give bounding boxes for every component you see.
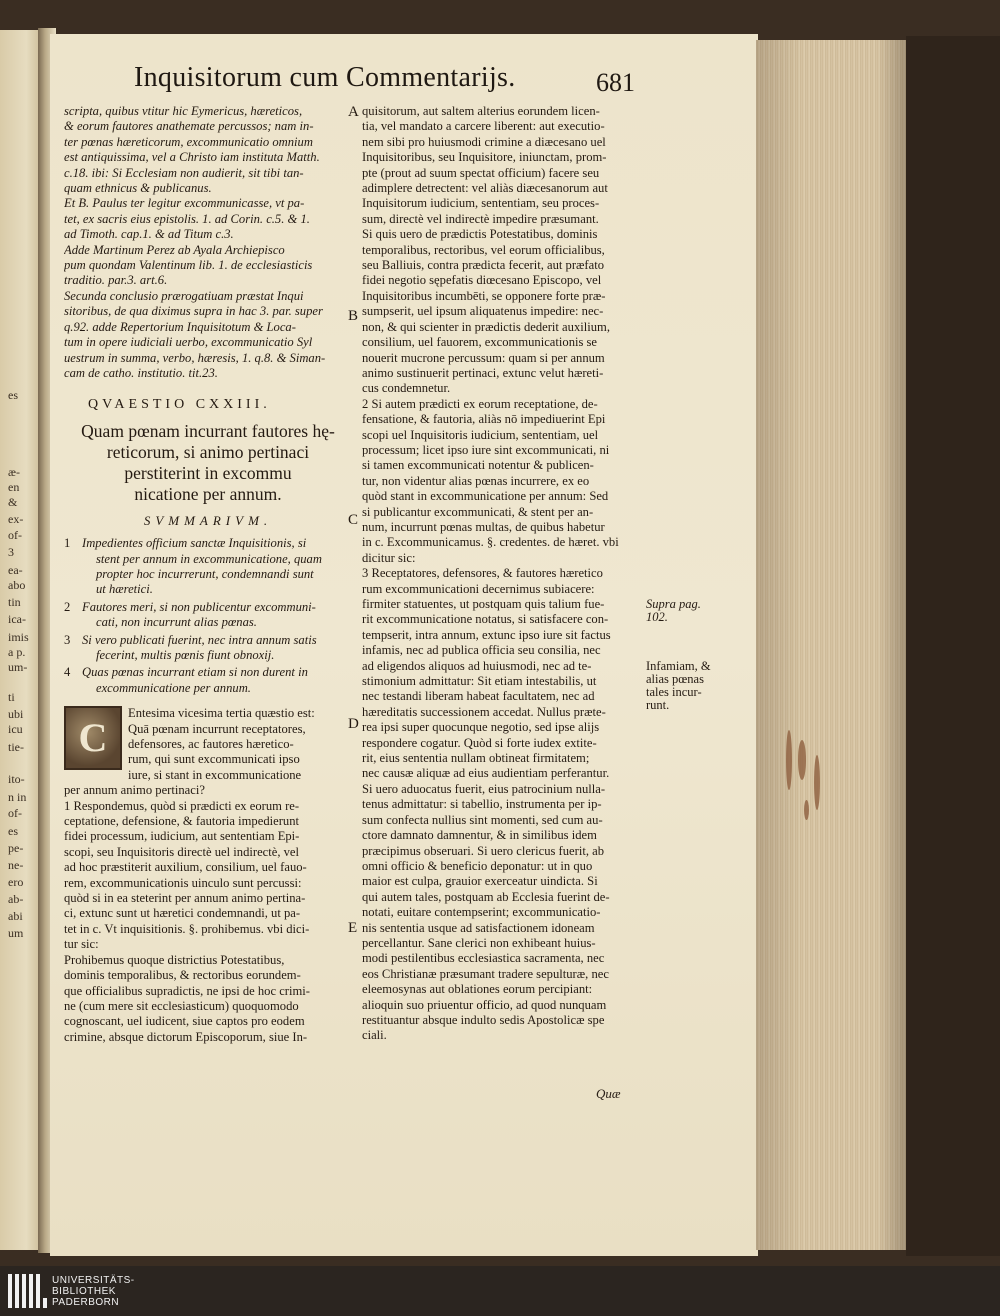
facing-page-fragment: es [8, 388, 18, 402]
text-line: Quā pœnam incurrunt receptatores, [128, 721, 306, 736]
text-line: dominis temporalibus, & rectoribus eorundem- [64, 968, 301, 983]
text-line: nec causæ aliquæ ad eius audientiam perferantur. [362, 766, 610, 781]
library-name-line: UNIVERSITÄTS- [52, 1275, 135, 1286]
page-fore-edge [756, 40, 908, 1250]
text-line: alioquin suo priuentur officio, ad quod nunquam [362, 997, 607, 1012]
text-line: nec testandi liberam habeat facultatem, nec ad [362, 689, 595, 704]
text-line: fidei processum, iudicium, aut sententiam Epi- [64, 829, 300, 844]
summary-item-line: excommunicatione per annum. [96, 680, 251, 695]
library-logo-icon [8, 1274, 47, 1308]
facing-page-fragment: es [8, 824, 18, 838]
text-line: Prohibemus quoque districtius Potestatibus, [64, 952, 285, 967]
text-line: pte (prout ad suum spectat officium) facere seu [362, 165, 600, 180]
right-column [362, 104, 646, 1044]
margin-note-supra [646, 598, 701, 624]
text-line: non, & qui scienter in prædictis dederit auxilium, [362, 319, 610, 334]
facing-page-fragment: ea- [8, 563, 23, 577]
text-line: præcipimus obseruari. Si uero clericus fuerit, ab [362, 843, 605, 858]
summary-item-line: Impedientes officium sanctæ Inquisitionis, si [82, 536, 307, 551]
text-line: rit, eius sententia nullam obtineat firmitatem; [362, 751, 590, 766]
summary-item-line: cati, non incurrunt alias pœnas. [96, 615, 257, 630]
facing-page-fragment: um- [8, 660, 28, 674]
text-line: c.18. ibi: Si Ecclesiam non audierit, sit tibi tan- [64, 165, 304, 180]
text-line: tur, non videntur alias pœnas incurrere, ex eo [362, 473, 590, 488]
question-title [64, 421, 352, 505]
text-line: adimplere detrectent: vel aliàs diæcesanorum aut [362, 181, 608, 196]
summary-heading: SVMMARIVM. [143, 512, 273, 528]
facing-page-fragment: of- [8, 528, 22, 542]
facing-page-fragment: ero [8, 875, 24, 889]
text-line: infamis, nec ad publica officia seu consilia, nec [362, 643, 601, 658]
text-line: ctore damnato damnentur, & in similibus idem [362, 828, 597, 843]
text-line: uestrum in summa, verbo, hæresis, 1. q.8. & Siman- [64, 350, 326, 365]
text-line: ad eligendos aliquos ad huiusmodi, nec ad te- [362, 658, 592, 673]
text-line: restituantur absque indulto sedis Apostolicæ spe [362, 1012, 605, 1027]
text-line: nis sententia usque ad satisfactionem idoneam [362, 920, 595, 935]
section-letter-a: A [348, 104, 359, 120]
text-line: ne (cum mere sit ecclesiasticum) quoquomodo [64, 998, 299, 1013]
text-line: num, incurrunt pœnas multas, de quibus habetur [362, 519, 605, 534]
left-column [64, 104, 352, 1045]
text-line: 3 Receptatores, defensores, & fautores hæretico [362, 566, 603, 581]
running-title: Inquisitorum cum Commentarijs. [134, 62, 516, 93]
text-line: ci, extunc sunt ut hæretici condemnandi, ut pa- [64, 906, 301, 921]
text-line: scopi uel Inquisitoris iudicium, sententiam, uel [362, 427, 599, 442]
text-line: Adde Martinum Perez ab Ayala Archiepisco [64, 242, 285, 257]
paul-paragraph [64, 196, 352, 242]
text-line: tum in opere iudiciali uerbo, excommunicatio Syl [64, 335, 313, 350]
library-name-line: PADERBORN [52, 1297, 120, 1308]
text-line: Inquisitorum iudicium, sententiam, seu proces- [362, 196, 600, 211]
text-line: Si uero aduocatus fuerit, eius patrocinium nulla- [362, 781, 606, 796]
summary-item [64, 633, 352, 664]
text-line: tet in c. Vt inquisitionis. §. prohibemus. vbi dici- [64, 921, 310, 936]
title-line: Quam pœnam incurrant fautores hę- [81, 420, 335, 441]
margin-note-line: tales incur- [646, 685, 702, 699]
facing-page-fragment: ubi [8, 707, 24, 721]
text-line: ter pœnas hæreticorum, excommunicatio omnium [64, 134, 313, 149]
facing-page-fragment: 3 [8, 545, 14, 559]
catchword: Quæ [596, 1086, 621, 1101]
text-line: tenus admittatur: si tabellio, instrumenta per ip- [362, 797, 602, 812]
library-name [52, 1275, 135, 1308]
text-line: stimonium admittatur: Sit etiam intestabilis, ut [362, 674, 597, 689]
text-line: Inquisitoribus incumbēti, se opponere forte præ- [362, 288, 606, 303]
text-line: modi pestilentibus ecclesiastica sacramenta, nec [362, 951, 605, 966]
summary-item-line: propter hoc incurrerunt, condemnandi sunt [96, 566, 314, 581]
second-conclusion-paragraph [64, 289, 352, 381]
summary-item [64, 600, 352, 631]
summary-item-line: Quas pœnas incurrant etiam si non durent in [82, 665, 308, 680]
text-line: ceptatione, defensione, & fautoria impedierunt [64, 814, 299, 829]
title-line: reticorum, si animo pertinaci [106, 441, 310, 462]
summary-item-number: 1 [64, 536, 71, 551]
facing-page-fragment: ne- [8, 858, 24, 872]
facing-page-fragment: & [8, 495, 18, 509]
text-line: defensores, ac fautores hæretico- [128, 737, 294, 751]
summary-item-number: 4 [64, 665, 71, 680]
facing-page-fragment: imis [8, 630, 29, 644]
library-footer [0, 1266, 1000, 1316]
facing-page-fragment: tin [8, 595, 21, 609]
section-letter-e: E [348, 920, 358, 936]
text-line: cam de catho. institutio. tit.23. [64, 365, 218, 380]
text-line: hæreditatis successionem accedat. Nullus præte- [362, 704, 606, 719]
facing-page-fragment: of- [8, 806, 22, 820]
summary-list [64, 536, 352, 696]
text-line: sumpserit, uel ipsum aliquatenus impedire: nec- [362, 304, 604, 319]
text-line: maior est culpa, grauior exerceatur uindicta. Si [362, 874, 598, 889]
facing-page-fragment: æ- [8, 465, 20, 479]
text-line: & eorum fautores anathemate percussos; nam in- [64, 119, 314, 134]
facing-page-fragment: um [8, 926, 24, 940]
text-line: si tamen excommunicati notentur & publicen- [362, 458, 594, 473]
text-line: sitoribus, de qua diximus supra in hac 3. par. super [64, 304, 323, 319]
summary-item [64, 665, 352, 696]
decorated-initial: C [64, 706, 122, 770]
margin-note-infamiam [646, 660, 711, 712]
text-line: tur sic: [64, 937, 99, 952]
section-letter-c: C [348, 512, 359, 528]
text-line: pum quondam Valentinum lib. 1. de ecclesiasticis [64, 258, 313, 273]
text-line: qui autem tales, postquam ab Ecclesia fuerint de- [362, 889, 610, 904]
text-line: quòd stant in excommunicatione per annum: Sed [362, 489, 609, 504]
facing-page-fragment: pe- [8, 841, 24, 855]
perez-paragraph [64, 243, 352, 289]
text-line: nem sibi pro huiusmodi crimine a diæcesano uel [362, 134, 606, 149]
text-line: scopi, seu Inquisitoris directè uel indirectè, vel [64, 844, 300, 859]
library-name-line: BIBLIOTHEK [52, 1286, 116, 1297]
summary-item-line: stent per annum in excommunicatione, quam [96, 551, 322, 566]
text-line: rum, qui sunt excommunicati ipso [128, 752, 300, 767]
text-line: traditio. par.3. art.6. [64, 273, 168, 288]
text-line: notati, euitare contempserint; excommunicatio- [362, 905, 601, 920]
text-line: fidei negotio sępefatis diœcesano Episcopo, vel [362, 273, 602, 288]
body-text [64, 783, 352, 1045]
facing-page-fragment: ab- [8, 892, 24, 906]
text-line: quisitorum, aut saltem alterius eorundem licen- [362, 104, 600, 118]
facing-page-fragment: abi [8, 909, 23, 923]
text-line: tet, ex sacris eius epistolis. 1. ad Corin. c.5. & 1. [64, 211, 310, 226]
text-line: 1 Respondemus, quòd si prædicti ex eorum re- [64, 798, 300, 813]
margin-note-line: 102. [646, 610, 668, 624]
text-line: scripta, quibus vtitur hic Eymericus, hæreticos, [64, 104, 303, 118]
text-line: rea ipsi super quocunque negotio, sed ipse alijs [362, 720, 600, 735]
facing-page-fragment: abo [8, 578, 26, 592]
section-letter-b: B [348, 308, 359, 324]
summary-item-line: fecerint, multis pœnis fiunt obnoxij. [96, 647, 275, 662]
text-line: 2 Si autem prædicti ex eorum receptatione, de- [362, 396, 598, 411]
text-line: sum confecta nullius sint momenti, sed cum au- [362, 812, 603, 827]
text-line: tempserit, intra annum, extunc ipso iure sit factus [362, 627, 611, 642]
text-line: temporalibus, rectoribus, vel eorum officialibus, [362, 242, 605, 257]
text-line: animo sustinuerit pertinaci, extunc velut hæreti- [362, 365, 604, 380]
text-line: que officialibus supradictis, ne ipsi de hoc crimi- [64, 983, 310, 998]
initial-lines [128, 706, 315, 783]
facing-page-fragment: tie- [8, 740, 24, 754]
summary-item-line: ut hæretici. [96, 582, 153, 597]
facing-page-fragment: ex- [8, 512, 24, 526]
summary-item-line: Fautores meri, si non publicentur excommuni- [82, 599, 316, 614]
summary-item-number: 3 [64, 632, 71, 647]
text-line: crimine, absque dictorum Episcoporum, siue In- [64, 1029, 308, 1044]
text-line: Secunda conclusio prærogatiuam præstat Inqui [64, 288, 304, 303]
page-number: 681 [596, 68, 635, 97]
facing-page-fragment: ica- [8, 612, 26, 626]
title-line: perstiterint in excommu [124, 462, 292, 483]
text-line: dicitur sic: [362, 550, 416, 565]
text-line: Et B. Paulus ter legitur excommunicasse, vt pa- [64, 196, 305, 211]
facing-page-fragment: ti [8, 690, 15, 704]
text-line: quòd si in ea steterint per annum animo pertina- [64, 891, 306, 906]
title-line: nicatione per annum. [134, 483, 282, 504]
text-line: Inquisitoribus, seu Inquisitore, iniunctam, prom- [362, 150, 607, 165]
summary-item-number: 2 [64, 599, 71, 614]
text-line: nouerit mucrone percussum: quam si per annum [362, 350, 605, 365]
book-cover-edge [906, 36, 1000, 1256]
text-line: quam ethnicus & publicanus. [64, 181, 212, 196]
text-line: q.92. adde Repertorium Inquisitotum & Loca- [64, 319, 296, 334]
text-line: tia, vel mandato a carcere liberent: aut executio- [362, 119, 605, 134]
margin-note-line: runt. [646, 698, 670, 712]
facing-page-fragment: icu [8, 722, 23, 736]
text-line: si publicantur excommunicati, & stent per an- [362, 504, 594, 519]
text-line: respondere cogatur. Quòd si forte iudex extite- [362, 735, 597, 750]
text-line: ciali. [362, 1028, 387, 1043]
text-line: percellantur. Sane clerici non exhibeant huius- [362, 935, 596, 950]
facing-page-fragment: n in [8, 790, 27, 804]
text-line: fensatione, & fautoria, aliàs nō impediuerint Epi [362, 412, 606, 427]
initial-paragraph [64, 706, 352, 783]
text-line: firmiter statuentes, ut postquam quis talium fue- [362, 597, 605, 611]
text-line: processum; licet ipso iure sint excommunicati, ni [362, 442, 610, 457]
text-line: cognoscant, uel iudicent, siue captos pro eodem [64, 1014, 305, 1029]
section-letter-d: D [348, 716, 359, 732]
text-line: eos Christianæ præsumant tradere sepulturæ, nec [362, 966, 609, 981]
text-line: rem, excommunicationis uinculo sunt percussi: [64, 875, 302, 890]
text-line: rum excommunicationi decernimus subiacere: [362, 581, 595, 596]
facing-page-fragment: ito- [8, 772, 25, 786]
text-line: in c. Excommunicamus. §. credentes. de hæret. vbi [362, 535, 619, 550]
summary-item-line: Si vero publicati fuerint, nec intra annum satis [82, 632, 317, 647]
text-line: ad hoc præstiterit auxilium, consilium, uel fauo- [64, 860, 307, 875]
margin-note-line: Infamiam, & [646, 659, 711, 673]
text-line: sum, directè vel indirectè impedire præsumant. [362, 211, 599, 226]
question-heading: QVAESTIO CXXIII. [88, 397, 271, 413]
text-line: iure, si stant in excommunicatione [128, 767, 302, 782]
margin-note-line: Supra pag. [646, 597, 701, 611]
text-line: omni officio & beneficio deponatur: ut in quo [362, 858, 593, 873]
text-line: Si quis uero de prædictis Potestatibus, dominis [362, 227, 598, 242]
text-line: eleemosynas aut oblationes eorum percipiant: [362, 982, 593, 997]
text-line: seu Balliuis, contra prædicta fecerit, aut præfato [362, 258, 604, 273]
text-line: per annum animo pertinaci? [64, 783, 205, 798]
text-line: consilium, uel fauorem, excommunicationis se [362, 335, 598, 350]
facing-page-fragment: a p. [8, 645, 26, 659]
facing-page-fragment: en [8, 480, 20, 494]
text-line: cus condemnetur. [362, 381, 451, 396]
intro-paragraph [64, 104, 352, 196]
text-line: est antiquissima, vel a Christo iam instituta Matth. [64, 150, 320, 165]
summary-item [64, 536, 352, 598]
margin-note-line: alias pœnas [646, 672, 704, 686]
text-line: rit excommunicatione notatus, si satisfacere con- [362, 612, 609, 627]
text-line: Entesima vicesima tertia quæstio est: [128, 706, 315, 721]
text-line: ad Timoth. cap.1. & ad Titum c.3. [64, 227, 234, 242]
